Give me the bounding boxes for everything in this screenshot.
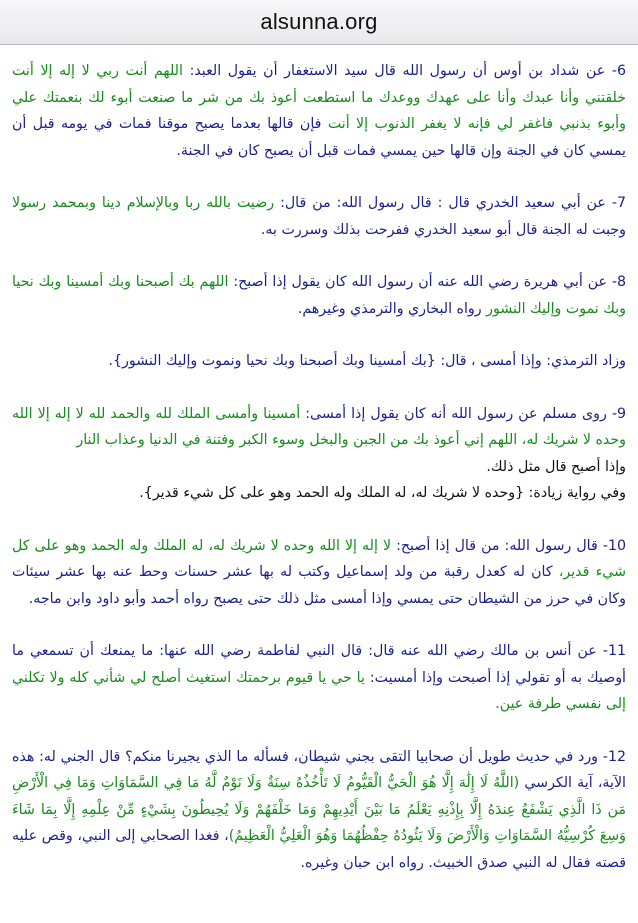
hadith-8-intro: 8- عن أبي هريرة رضي الله عنه أن رسول الله كان يقول إذا أصبح: [233, 274, 626, 290]
hadith-10-dua: لا إله إلا الله وحده لا شريك له، له الملك وله الحمد وهو على كل شيء قدير، [12, 537, 626, 580]
hadith-10-intro: 10- قال رسول الله: من قال إذا أصبح: [396, 537, 627, 554]
hadith-8-addition-dua: {بك أمسينا وبك أصبحنا وبك نحيا ونموت وإليك النشور}. [108, 353, 441, 369]
browser-address-bar[interactable] [0, 0, 638, 45]
article-content [12, 58, 626, 902]
hadith-9-morning-note: وإذا أصبح قال مثل ذلك. [486, 458, 626, 475]
hadith-11-dua: يا حي يا قيوم برحمتك استغيث أصلح لي شأني كله ولا تكلني إلى نفسي طرفة عين. [12, 669, 626, 712]
hadith-11-intro: 11- عن أنس بن مالك رضي الله عنه قال: قال النبي لفاطمة رضي الله عنها: ما يمنعك أن تسمعي ما أوصيك به أو تقولي إذا أصبحت وإذا أمسيت: [12, 643, 627, 686]
hadith-6-dua: اللهم أنت ربي لا إله إلا أنت خلقتني وأنا عبدك وأنا على عهدك ووعدك ما استطعت أعوذ بك من شر ما صنعت أبوء لك بنعمتك علي وأبوء بذنبي فاغفر لي فإنه لا يغفر الذنوب إلا أنت [12, 63, 626, 132]
hadith-8-addition-intro: وزاد الترمذي: وإذا أمسى ، قال: [440, 353, 626, 369]
hadith-10 [12, 533, 626, 613]
hadith-12-outro: ، فغدا الصحابي إلى النبي، وقص عليه قصته فقال له النبي صدق الخبيث. رواه ابن حبان وغيره. [12, 828, 626, 871]
hadith-7-dua: رضيت بالله ربا وبالإسلام دينا وبمحمد رسولا [12, 195, 281, 211]
hadith-9-variant-intro: وفي رواية زيادة: [528, 485, 626, 501]
site-url: alsunna.org [260, 9, 378, 34]
hadith-11 [12, 638, 626, 718]
hadith-9-variant-text: {وحده لا شريك له، له الملك وله الحمد وهو على كل شيء قدير}. [139, 485, 529, 501]
hadith-12 [12, 744, 626, 877]
hadith-8 [12, 269, 626, 322]
hadith-8-addition [12, 348, 626, 375]
hadith-9-dua: أمسينا وأمسى الملك لله والحمد لله لا إله إلا الله وحده لا شريك له، اللهم إني أعوذ بك من الجبن والبخل وسوء الكبر وفتنة في الدنيا وعذاب النار [12, 405, 626, 448]
ayat-al-kursi: (اللَّهُ لَا إِلَٰهَ إِلَّا هُوَ الْحَيُّ الْقَيُّومُ لَا تَأْخُذُهُ سِنَةٌ وَلَا نَوْمٌ لَّهُ مَا فِي السَّمَاوَاتِ وَمَا فِي الْأَرْضِ مَن ذَا الَّذِي يَشْفَعُ عِندَهُ إِلَّا بِإِذْنِهِ يَعْلَمُ مَا بَيْنَ أَيْدِيهِمْ وَمَا خَلْفَهُمْ وَلَا يُحِيطُونَ بِشَيْءٍ مِّنْ عِلْمِهِ إِلَّا بِمَا شَاءَ وَسِعَ كُرْسِيُّهُ السَّمَاوَاتِ وَالْأَرْضَ وَلَا يَئُودُهُ حِفْظُهُمَا وَهُوَ الْعَلِيُّ الْعَظِيمُ) [12, 775, 626, 844]
hadith-8-outro: رواه البخاري والترمذي وغيرهم. [297, 300, 487, 317]
hadith-6-outro: فإن قالها بعدما يصبح موقنا فمات في يومه قبل أن يمسي كان في الجنة وإن قالها حين يمسي فمات قبل أن يصبح كان في الجنة. [12, 116, 626, 159]
hadith-12-intro: 12- ورد في حديث طويل أن صحابيا التقى بجني شيطان، فسأله ما الذي يجيرنا منكم؟ قال الجني له: هذه الآية، آية الكرسي [12, 748, 626, 791]
hadith-6-intro: 6- عن شداد بن أوس أن رسول الله قال سيد الاستغفار أن يقول العبد: [189, 63, 626, 79]
hadith-10-outro: كان له كعدل رقبة من ولد إسماعيل وكتب له بها عشر حسنات وحط عنه بها عشر سيئات وكان في حرز من الشيطان حتى يمسي وإذا أمسى مثل ذلك حتى يصبح رواه أحمد وأبو داود وابن ماجه. [12, 564, 626, 607]
hadith-8-dua: اللهم بك أصبحنا وبك أمسينا وبك نحيا وبك نموت وإليك النشور [12, 274, 626, 317]
hadith-6 [12, 58, 626, 164]
hadith-9-intro: 9- روى مسلم عن رسول الله أنه كان يقول إذا أمسى: [305, 405, 626, 422]
hadith-7 [12, 190, 626, 243]
hadith-7-outro: وجبت له الجنة قال أبو سعيد الخدري ففرحت بذلك وسررت به. [260, 221, 626, 238]
hadith-9 [12, 401, 626, 507]
hadith-7-intro: 7- عن أبي سعيد الخدري قال : قال رسول الله: من قال: [280, 195, 626, 211]
